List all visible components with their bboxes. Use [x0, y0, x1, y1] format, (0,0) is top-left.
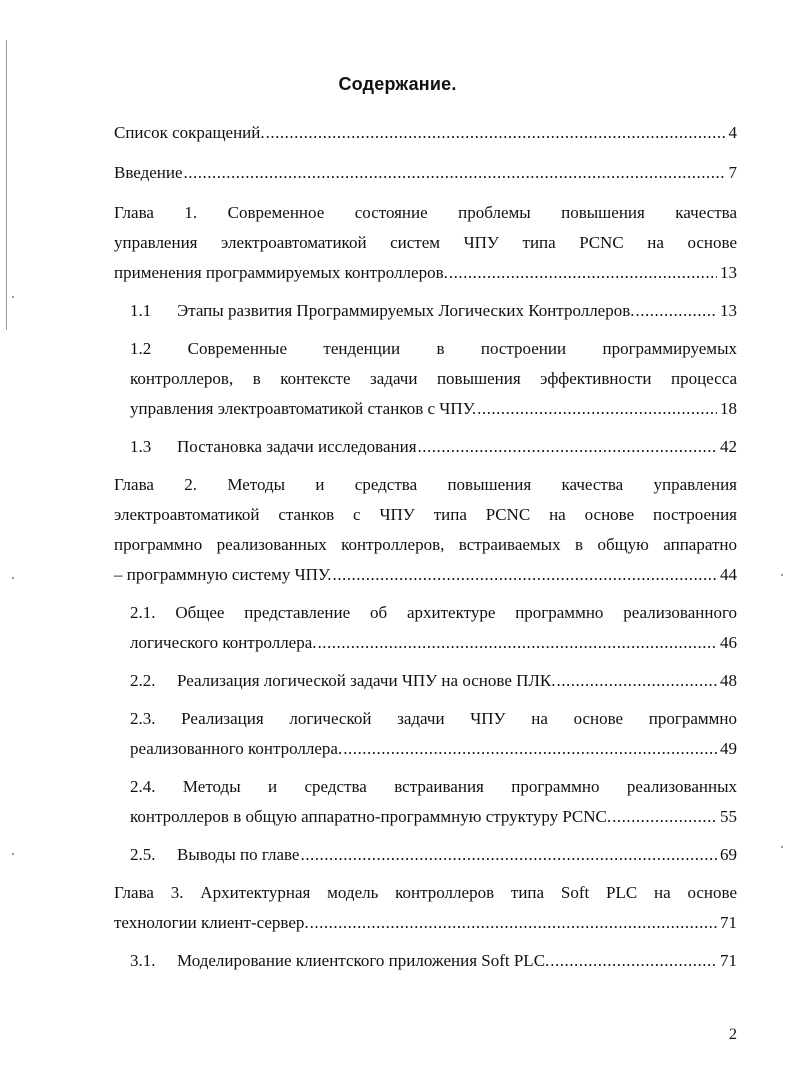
toc-entry-label: Выводы по главе: [177, 845, 300, 864]
toc-entry-line: электроавтоматикой станков с ЧПУ типа PCNC на основе построения: [114, 505, 737, 524]
dot-leader: [477, 394, 717, 424]
toc-entry-section-2-3[interactable]: [130, 704, 737, 764]
toc-entry-label: Моделирование клиентского приложения Soft PLC.: [177, 951, 550, 970]
toc-page-number: 71: [720, 913, 737, 932]
toc-page-number: 44: [720, 565, 737, 584]
toc-page-number: 49: [720, 739, 737, 758]
table-of-contents: [114, 118, 737, 976]
dot-leader: [332, 560, 717, 590]
toc-entry-label: Реализация логической задачи ЧПУ на основе ПЛК.: [177, 671, 556, 690]
dot-leader: [418, 432, 717, 462]
dot-leader: [449, 258, 717, 288]
toc-entry-line: Глава 3. Архитектурная модель контроллеров типа Soft PLC на основе: [114, 883, 737, 902]
toc-entry-line: Глава 1. Современное состояние проблемы повышения качества: [114, 203, 737, 222]
toc-entry-section-2-1[interactable]: [130, 598, 737, 658]
page-number: 2: [729, 1026, 737, 1043]
dot-leader: [318, 628, 717, 658]
toc-entry-label: Постановка задачи исследования: [177, 437, 417, 456]
toc-entry-line: 2.1. Общее представление об архитектуре программно реализованного: [130, 603, 737, 622]
toc-page-number: 13: [720, 263, 737, 282]
toc-page-number: 13: [720, 301, 737, 320]
toc-section-number: 2.2.: [130, 671, 156, 690]
toc-entry-line: логического контроллера.: [130, 633, 317, 652]
toc-page-number: 55: [720, 807, 737, 826]
toc-entry-section-1-1[interactable]: [130, 296, 737, 326]
toc-page-number: 4: [728, 123, 737, 142]
dot-leader: [266, 118, 726, 148]
toc-entry-line: реализованного контроллера.: [130, 739, 343, 758]
toc-section-number: 3.1.: [130, 951, 156, 970]
dot-leader: [550, 946, 717, 976]
scan-speck: [781, 574, 783, 576]
toc-entry-line: управления электроавтоматикой станков с ЧПУ.: [130, 399, 477, 418]
toc-entry-line: управления электроавтоматикой систем ЧПУ типа PCNC на основе: [114, 233, 737, 252]
toc-page-number: 7: [728, 163, 737, 182]
toc-page-number: 48: [720, 671, 737, 690]
toc-entry-label: Список сокращений.: [114, 123, 265, 142]
page-title: Содержание.: [338, 74, 457, 94]
toc-entry-line: 2.3. Реализация логической задачи ЧПУ на основе программно: [130, 709, 737, 728]
toc-entry-line: контроллеров, в контексте задачи повышения эффективности процесса: [130, 369, 737, 388]
toc-entry-line: Глава 2. Методы и средства повышения качества управления: [114, 475, 737, 494]
scan-speck: [781, 846, 783, 848]
toc-section-number: 2.5.: [130, 845, 156, 864]
toc-entry-line: контроллеров в общую аппаратно-программную структуру PCNC.: [130, 807, 612, 826]
toc-entry-line: – программную систему ЧПУ.: [114, 565, 332, 584]
toc-entry-section-1-2[interactable]: [130, 334, 737, 424]
toc-entry-chapter-2[interactable]: [114, 470, 737, 590]
scan-speck: [12, 296, 14, 298]
toc-entry-section-1-3[interactable]: [130, 432, 737, 462]
dot-leader: [557, 666, 717, 696]
toc-entry-line: программно реализованных контроллеров, встраиваемых в общую аппаратно: [114, 535, 737, 554]
toc-page-number: 46: [720, 633, 737, 652]
toc-entry-line: 2.4. Методы и средства встраивания программно реализованных: [130, 777, 737, 796]
scan-speck: [12, 853, 14, 855]
toc-entry-introduction[interactable]: [114, 158, 737, 188]
dot-leader: [300, 840, 717, 870]
toc-section-number: 1.1: [130, 301, 152, 320]
toc-entry-chapter-1[interactable]: [114, 198, 737, 288]
toc-entry-line: применения программируемых контроллеров.: [114, 263, 448, 282]
dot-leader: [612, 802, 717, 832]
toc-page-number: 71: [720, 951, 737, 970]
toc-entry-section-3-1[interactable]: [130, 946, 737, 976]
toc-entry-abbreviations[interactable]: [114, 118, 737, 148]
toc-entry-label: Этапы развития Программируемых Логических Контроллеров.: [177, 301, 635, 320]
toc-entry-line: 1.2 Современные тенденции в построении программируемых: [130, 339, 737, 358]
toc-page-number: 69: [720, 845, 737, 864]
toc-section-number: 1.3: [130, 437, 152, 456]
dot-leader: [343, 734, 717, 764]
toc-entry-section-2-2[interactable]: [130, 666, 737, 696]
dot-leader: [310, 908, 717, 938]
scan-speck: [12, 577, 14, 579]
dot-leader: [184, 158, 726, 188]
toc-entry-label: Введение: [114, 163, 183, 182]
toc-page-number: 18: [720, 399, 737, 418]
toc-entry-section-2-5[interactable]: [130, 840, 737, 870]
toc-page-number: 42: [720, 437, 737, 456]
toc-entry-chapter-3[interactable]: [114, 878, 737, 938]
toc-entry-section-2-4[interactable]: [130, 772, 737, 832]
toc-entry-line: технологии клиент-сервер.: [114, 913, 309, 932]
dot-leader: [636, 296, 717, 326]
